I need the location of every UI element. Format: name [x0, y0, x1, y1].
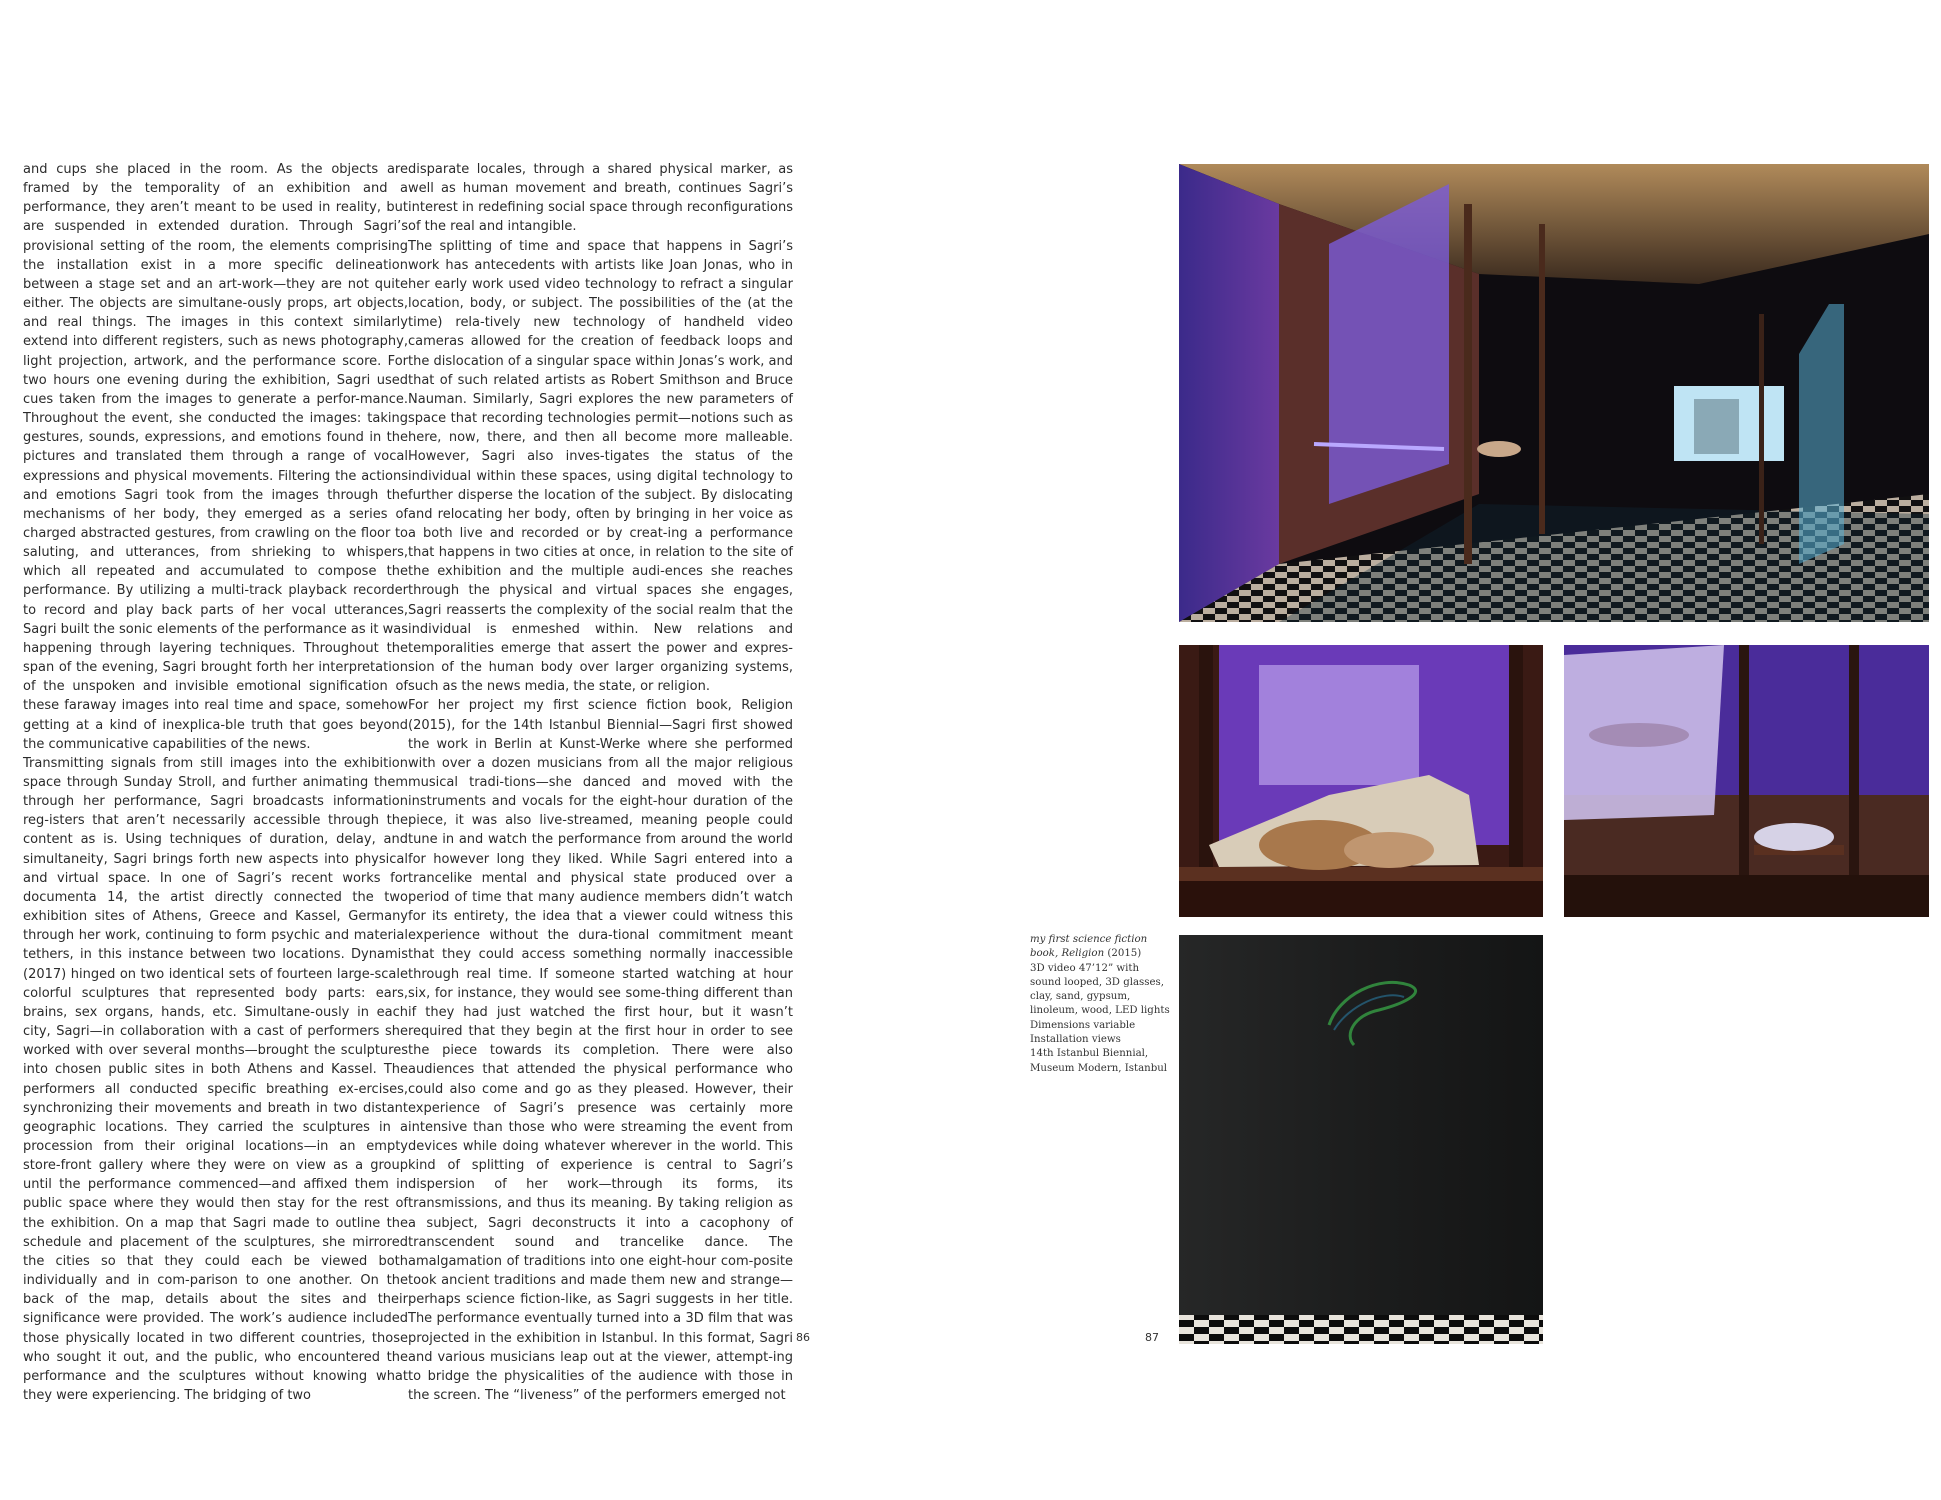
caption-line: 3D video 47’12” with sound looped, 3D glasses, clay, sand, gypsum, linoleum, wood, LED lights — [1030, 962, 1170, 1017]
caption-line: Installation views — [1030, 1034, 1121, 1046]
text-column-left — [23, 160, 408, 1405]
paragraph: The splitting of time and space that happens in Sagri’s work has antecedents with artists like Joan Jonas, who in her early work used video technology to refract a singular location, body, or subject. The possibilities of the (at the time) rela-tively new technology of handheld video cameras allowed for the creation of feedback loops and the dislocation of a singular space within Jonas’s work, and that of such related artists as Robert Smithson and Bruce Nauman. Similarly, Sagri explores the new parameters of space that recording technologies permit—notions such as here, now, there, and then all become more malleable. However, Sagri also inves-tigates the status of the individual within these spaces, using digital technology to further disperse the location of the subject. By dislocating and relocating her body, often by bringing in her voice as a both live and recorded or by creat-ing a performance that happens in two cities at once, in relation to the site of the exhibition and the multiple audi-ences she reaches through the physical and virtual spaces she engages, Sagri reasserts the complexity of the social realm that the individual is enmeshed within. New relations and temporalities emerge that assert the power and expres-sion of the human body over larger organizing systems, such as the news media, the state, or religion. — [408, 238, 793, 695]
paragraph: disparate locales, through a shared physical marker, as well as human movement and breath, continues Sagri’s interest in redefining social space through reconfigurations of the real and intangible. — [408, 162, 793, 235]
page-number-right: 87 — [1145, 1331, 1159, 1344]
paragraph: Transmitting signals from still images into the exhibition space through Sunday Stroll, and further animating them through her performance, Sagri broadcasts information reg-isters that aren’t necessarily accessible through the content as is. Using techniques of duration, delay, and simultaneity, Sagri brings forth new aspects into physical and virtual space. In one of Sagri’s recent works for documenta 14, the artist directly connected the two exhibition sites of Athens, Greece and Kassel, Germany through her work, continuing to form psychic and material tethers, in this instance between two locations. Dynamis (2017) hinged on two identical sets of fourteen large-scale colorful sculptures that represented body parts: ears, brains, sex organs, hands, etc. Simultane-ously in each city, Sagri—in collaboration with a cast of performers she worked with over several months—brought the sculptures into chosen public sites in both Athens and Kassel. The performers all conducted specific breathing ex-ercises, synchronizing their movements and breath in two distant geographic locations. They carried the sculptures in a procession from their original locations—in an empty store-front gallery where they were on view as a group until the performance commenced—and affixed them in public space where they would then stay for the rest of the exhibition. On a map that Sagri made to outline the schedule and placement of the sculptures, she mirrored the cities so that they could each be viewed both individually and in com-parison to one another. On the back of the map, details about the sites and their significance were provided. The work’s audience included those physically located in two different countries, those who sought it out, and the public, who encountered the performance and the sculptures without knowing what they were experiencing. The bridging of two — [23, 755, 408, 1403]
text-column-middle — [408, 160, 793, 1405]
paragraph: and cups she placed in the room. As the objects are framed by the temporality of an exhibition and a performance, they aren’t meant to be used in reality, but are suspended in extended duration. Through Sagri’s provisional setting of the room, the elements comprising the installation exist in a more specific delineation between a stage set and an art-work—they are not quite either. The objects are simultane-ously props, art objects, and real things. The images in this context similarly extend into different registers, such as news photography, light projection, artwork, and the performance score. For two hours one evening during the exhibition, Sagri used cues taken from the images to generate a perfor-mance. Throughout the event, she conducted the images: taking gestures, sounds, expressions, and emotions found in the pictures and translated them through a range of vocal expressions and physical movements. Filtering the actions and emotions Sagri took from the images through the mechanisms of her body, they emerged as a series of charged abstracted gestures, from crawling on the floor to saluting, and utterances, from shrieking to whispers, which all repeated and accumulated to compose the performance. By utilizing a multi-track playback recorder to record and play back parts of her vocal utterances, Sagri built the sonic elements of the performance as it was happening through layering techniques. Throughout the span of the evening, Sagri brought forth her interpretation of the unspoken and invisible emotional signification of these faraway images into real time and space, somehow getting at a kind of inexplica-ble truth that goes beyond the communicative capabilities of the news. — [23, 162, 408, 752]
installation-photo-sculpture — [1179, 645, 1543, 917]
installation-photo-fabric — [1564, 645, 1929, 917]
page-number-left: 86 — [796, 1331, 810, 1344]
caption-line: Dimensions variable — [1030, 1019, 1136, 1031]
installation-photo-3d-projection — [1179, 935, 1543, 1344]
paragraph: For her project my first science fiction book, Religion (2015), for the 14th Istanbul Biennial—Sagri first showed the work in Berlin at Kunst-Werke where she performed with over a dozen musicians from all the major religious musical tradi-tions—she danced and moved with the instruments and vocals for the eight-hour duration of the piece, it was also live-streamed, meaning people could tune in and watch the performance from around the world for however long they liked. While Sagri entered into a trancelike mental and physical state produced over a period of time that many audience members didn’t watch for its entirety, the idea that a viewer could witness this experience without the dura-tional commitment meant that they could access something normally inaccessible through real time. If someone started watching at hour six, for instance, they would see some-thing different than if they had just watched the first hour, but it wasn’t required that they begin at the first hour in order to see the piece towards its completion. There were also audiences that attended the physical performance who could also come and go as they pleased. However, their experience of Sagri’s presence was certainly more intensive than those who were streaming the event from devices while doing whatever wherever in the world. This kind of splitting of experience is central to Sagri’s dispersion of her work—through its forms, its transmissions, and thus its meaning. By taking religion as a subject, Sagri deconstructs it into a cacophony of transcendent sound and trancelike dance. The amalgamation of traditions into one eight-hour com-posite took ancient traditions and made them new and strange—perhaps science fiction-like, as Sagri suggests in her title. The performance eventually turned into a 3D film that was projected in the exhibition in Istanbul. In this format, Sagri and various musicians leap out at the viewer, attempt-ing to bridge the physicalities of the audience with those in the screen. The “liveness” of the performers emerged not — [408, 698, 793, 1403]
image-caption — [1030, 933, 1170, 1076]
caption-title: my first science fiction book, Religion (2015) — [1030, 934, 1148, 960]
installation-photo-overview — [1179, 164, 1929, 622]
caption-line: 14th Istanbul Biennial, Museum Modern, Istanbul — [1030, 1048, 1168, 1074]
